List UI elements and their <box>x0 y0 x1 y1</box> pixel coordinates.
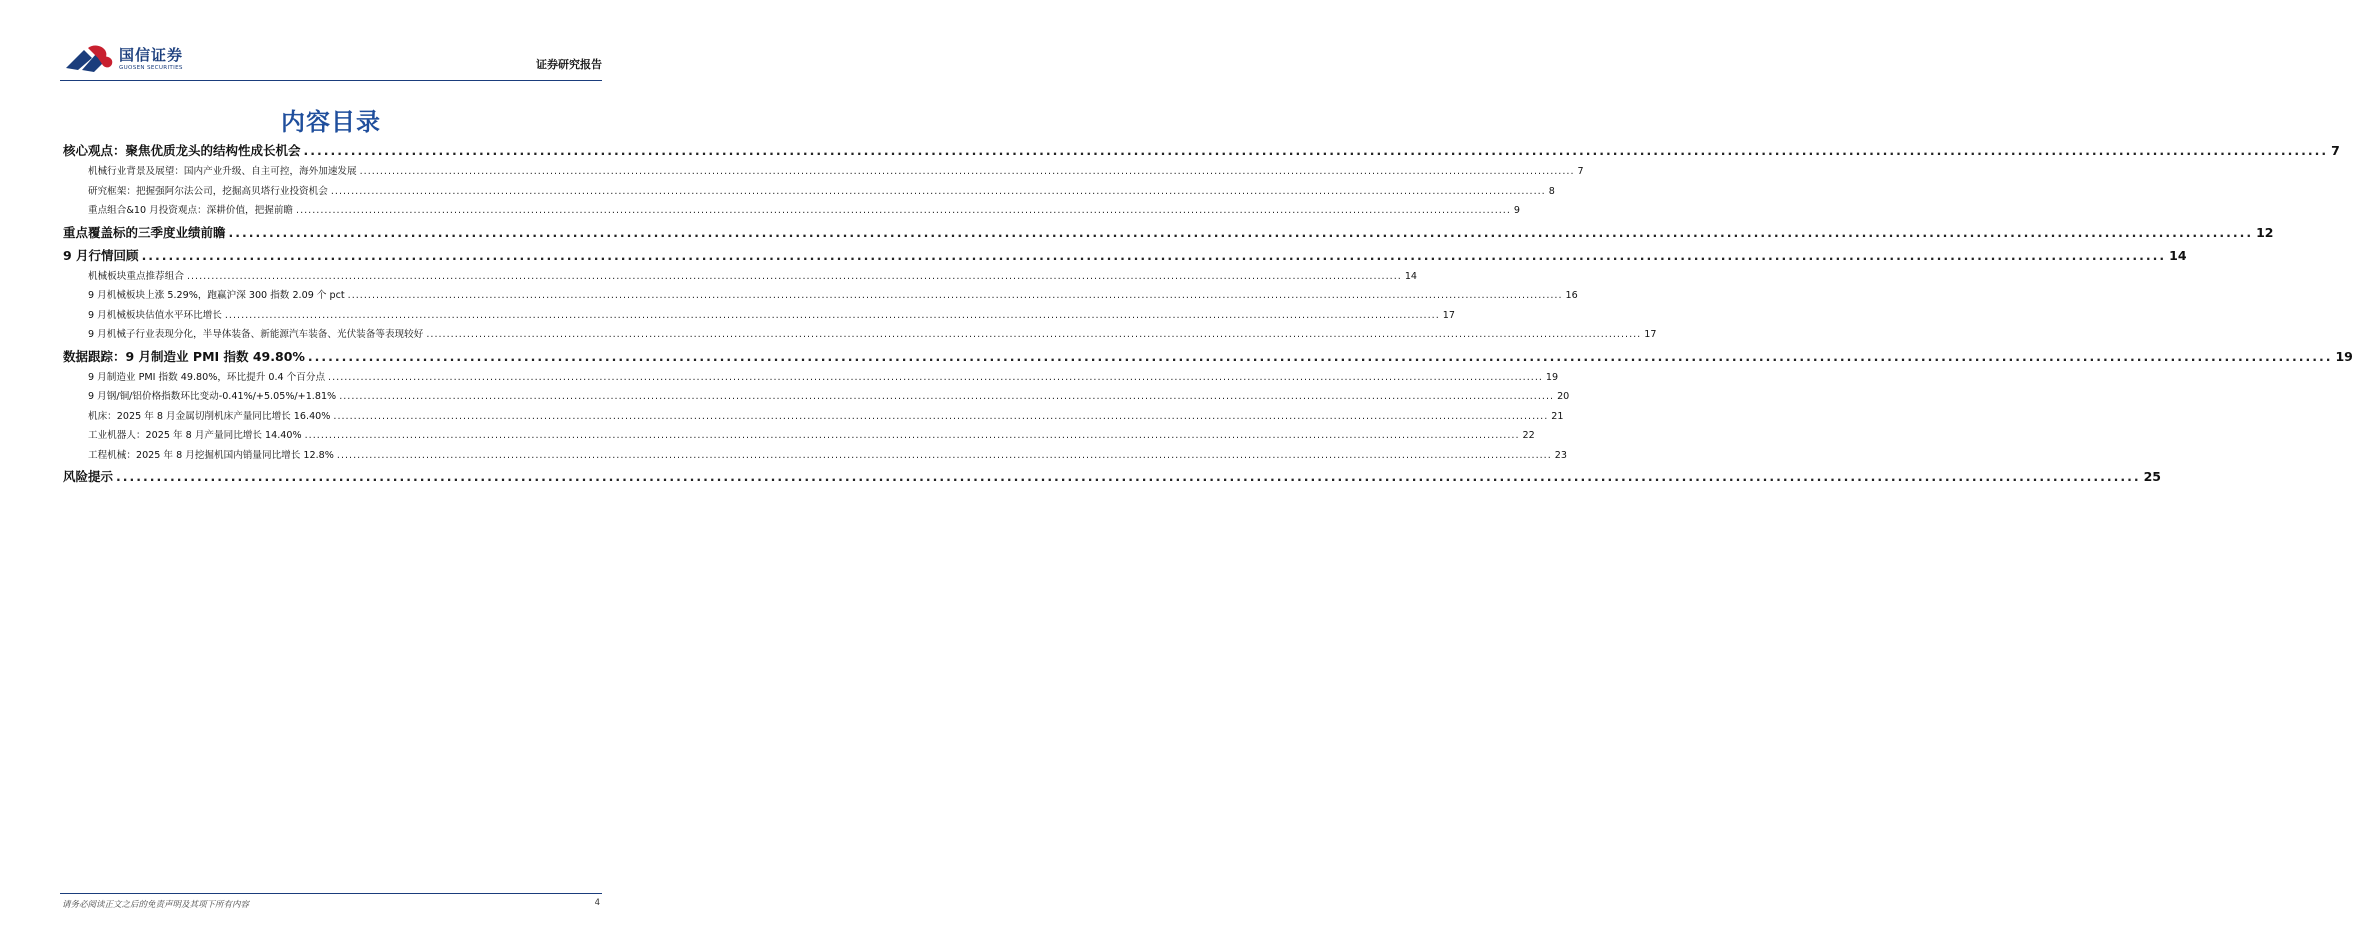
toc-entry-page: 23 <box>1554 449 1567 461</box>
toc-subsection-entry[interactable] <box>63 162 1584 182</box>
toc-section-entry[interactable] <box>63 245 2187 267</box>
toc-entry-label: 9 月机械子行业表现分化，半导体装备、新能源汽车装备、光伏装备等表现较好 <box>88 329 424 340</box>
toc-dot-leader: ............................................................................................................................................................................................................................................................................................................ <box>339 391 1555 402</box>
report-type-label: 证券研究报告 <box>536 58 602 71</box>
toc-dot-leader: ............................................................................................................................................................................................................................................................................................................ <box>307 348 2333 364</box>
toc-subsection-entry[interactable] <box>63 201 1521 221</box>
toc-subsection-entry[interactable] <box>63 267 1418 287</box>
toc-subsection-entry[interactable] <box>63 286 1578 306</box>
toc-entry-page: 20 <box>1557 391 1570 402</box>
page-header <box>60 36 602 80</box>
toc-dot-leader: ............................................................................................................................................................................................................................................................................................................ <box>304 430 1520 441</box>
logo-english-name: GUOSEN SECURITIES <box>119 65 183 71</box>
toc-dot-leader: ............................................................................................................................................................................................................................................................................................................ <box>426 329 1642 340</box>
toc-entry-label: 机械板块重点推荐组合 <box>88 270 184 282</box>
toc-entry-label: 工业机器人：2025 年 8 月产量同比增长 14.40% <box>88 430 302 441</box>
toc-dot-leader: ............................................................................................................................................................................................................................................................................................................ <box>116 469 2141 484</box>
toc-dot-leader: ............................................................................................................................................................................................................................................................................................................ <box>347 290 1563 301</box>
toc-entry-page: 12 <box>2256 224 2274 240</box>
toc-section-entry[interactable] <box>63 466 2161 488</box>
toc-dot-leader: ............................................................................................................................................................................................................................................................................................................ <box>330 185 1546 197</box>
table-of-contents <box>63 139 2353 488</box>
guosen-logo-icon <box>64 44 116 74</box>
toc-subsection-entry[interactable] <box>63 368 1559 388</box>
toc-dot-leader: ............................................................................................................................................................................................................................................................................................................ <box>303 143 2329 158</box>
toc-entry-label: 9 月行情回顾 <box>63 247 139 263</box>
toc-entry-page: 19 <box>1545 371 1559 383</box>
toc-entry-label: 9 月制造业 PMI 指数 49.80%，环比提升 0.4 个百分点 <box>88 371 326 383</box>
toc-entry-page: 16 <box>1565 290 1578 301</box>
toc-entry-label: 重点覆盖标的三季度业绩前瞻 <box>63 224 226 240</box>
toc-subsection-entry[interactable] <box>63 426 1535 446</box>
page-number: 4 <box>594 898 600 908</box>
toc-dot-leader: ............................................................................................................................................................................................................................................................................................................ <box>359 166 1575 177</box>
toc-dot-leader: ............................................................................................................................................................................................................................................................................................................ <box>186 270 1402 282</box>
toc-entry-label: 研究框架：把握强阿尔法公司，挖掘高贝塔行业投资机会 <box>88 185 328 197</box>
header-divider <box>60 80 602 81</box>
toc-entry-label: 9 月钢/铜/铝价格指数环比变动-0.41%/+5.05%/+1.81% <box>88 391 337 402</box>
toc-section-entry[interactable] <box>63 222 2274 244</box>
logo-chinese-name: 国信证券 <box>119 46 184 64</box>
footer-divider <box>60 893 602 894</box>
toc-dot-leader: ............................................................................................................................................................................................................................................................................................................ <box>333 410 1549 422</box>
toc-entry-label: 机床：2025 年 8 月金属切削机床产量同比增长 16.40% <box>88 410 331 422</box>
toc-subsection-entry[interactable] <box>63 325 1657 345</box>
toc-dot-leader: ............................................................................................................................................................................................................................................................................................................ <box>336 449 1552 461</box>
footer-disclaimer: 请务必阅读正文之后的免责声明及其项下所有内容 <box>62 900 250 910</box>
toc-entry-page: 14 <box>1404 270 1418 282</box>
toc-entry-label: 数据跟踪：9 月制造业 PMI 指数 49.80% <box>63 348 305 364</box>
toc-entry-label: 工程机械：2025 年 8 月挖掘机国内销量同比增长 12.8% <box>88 449 334 461</box>
toc-subsection-entry[interactable] <box>63 182 1555 202</box>
toc-entry-label: 风险提示 <box>63 469 114 484</box>
toc-entry-label: 机械行业背景及展望：国内产业升级、自主可控，海外加速发展 <box>88 166 357 177</box>
toc-entry-page: 25 <box>2143 469 2161 484</box>
toc-entry-page: 21 <box>1551 410 1564 422</box>
toc-entry-label: 9 月机械板块估值水平环比增长 <box>88 309 222 321</box>
company-logo <box>64 44 194 78</box>
toc-subsection-entry[interactable] <box>63 407 1564 427</box>
toc-entry-page: 9 <box>1513 205 1521 216</box>
toc-entry-page: 7 <box>2331 143 2340 158</box>
toc-section-entry[interactable] <box>63 346 2353 368</box>
toc-dot-leader: ............................................................................................................................................................................................................................................................................................................ <box>228 224 2254 240</box>
toc-subsection-entry[interactable] <box>63 446 1567 466</box>
toc-entry-page: 22 <box>1522 430 1535 441</box>
toc-entry-page: 14 <box>2169 247 2187 263</box>
toc-dot-leader: ............................................................................................................................................................................................................................................................................................................ <box>328 371 1543 383</box>
toc-entry-label: 重点组合&10 月投资观点：深耕价值，把握前瞻 <box>88 205 294 216</box>
toc-entry-label: 9 月机械板块上涨 5.29%，跑赢沪深 300 指数 2.09 个 pct <box>88 290 345 301</box>
toc-subsection-entry[interactable] <box>63 306 1455 326</box>
toc-dot-leader: ............................................................................................................................................................................................................................................................................................................ <box>296 205 1511 216</box>
toc-entry-page: 17 <box>1442 309 1455 321</box>
toc-dot-leader: ............................................................................................................................................................................................................................................................................................................ <box>141 247 2167 263</box>
toc-entry-page: 19 <box>2335 348 2353 364</box>
toc-dot-leader: ............................................................................................................................................................................................................................................................................................................ <box>224 309 1440 321</box>
toc-title: 内容目录 <box>281 108 381 136</box>
toc-entry-page: 8 <box>1548 185 1555 197</box>
toc-entry-page: 7 <box>1577 166 1584 177</box>
toc-entry-page: 17 <box>1644 329 1657 340</box>
toc-section-entry[interactable] <box>63 140 2340 162</box>
toc-entry-label: 核心观点：聚焦优质龙头的结构性成长机会 <box>63 143 301 158</box>
toc-subsection-entry[interactable] <box>63 387 1570 407</box>
